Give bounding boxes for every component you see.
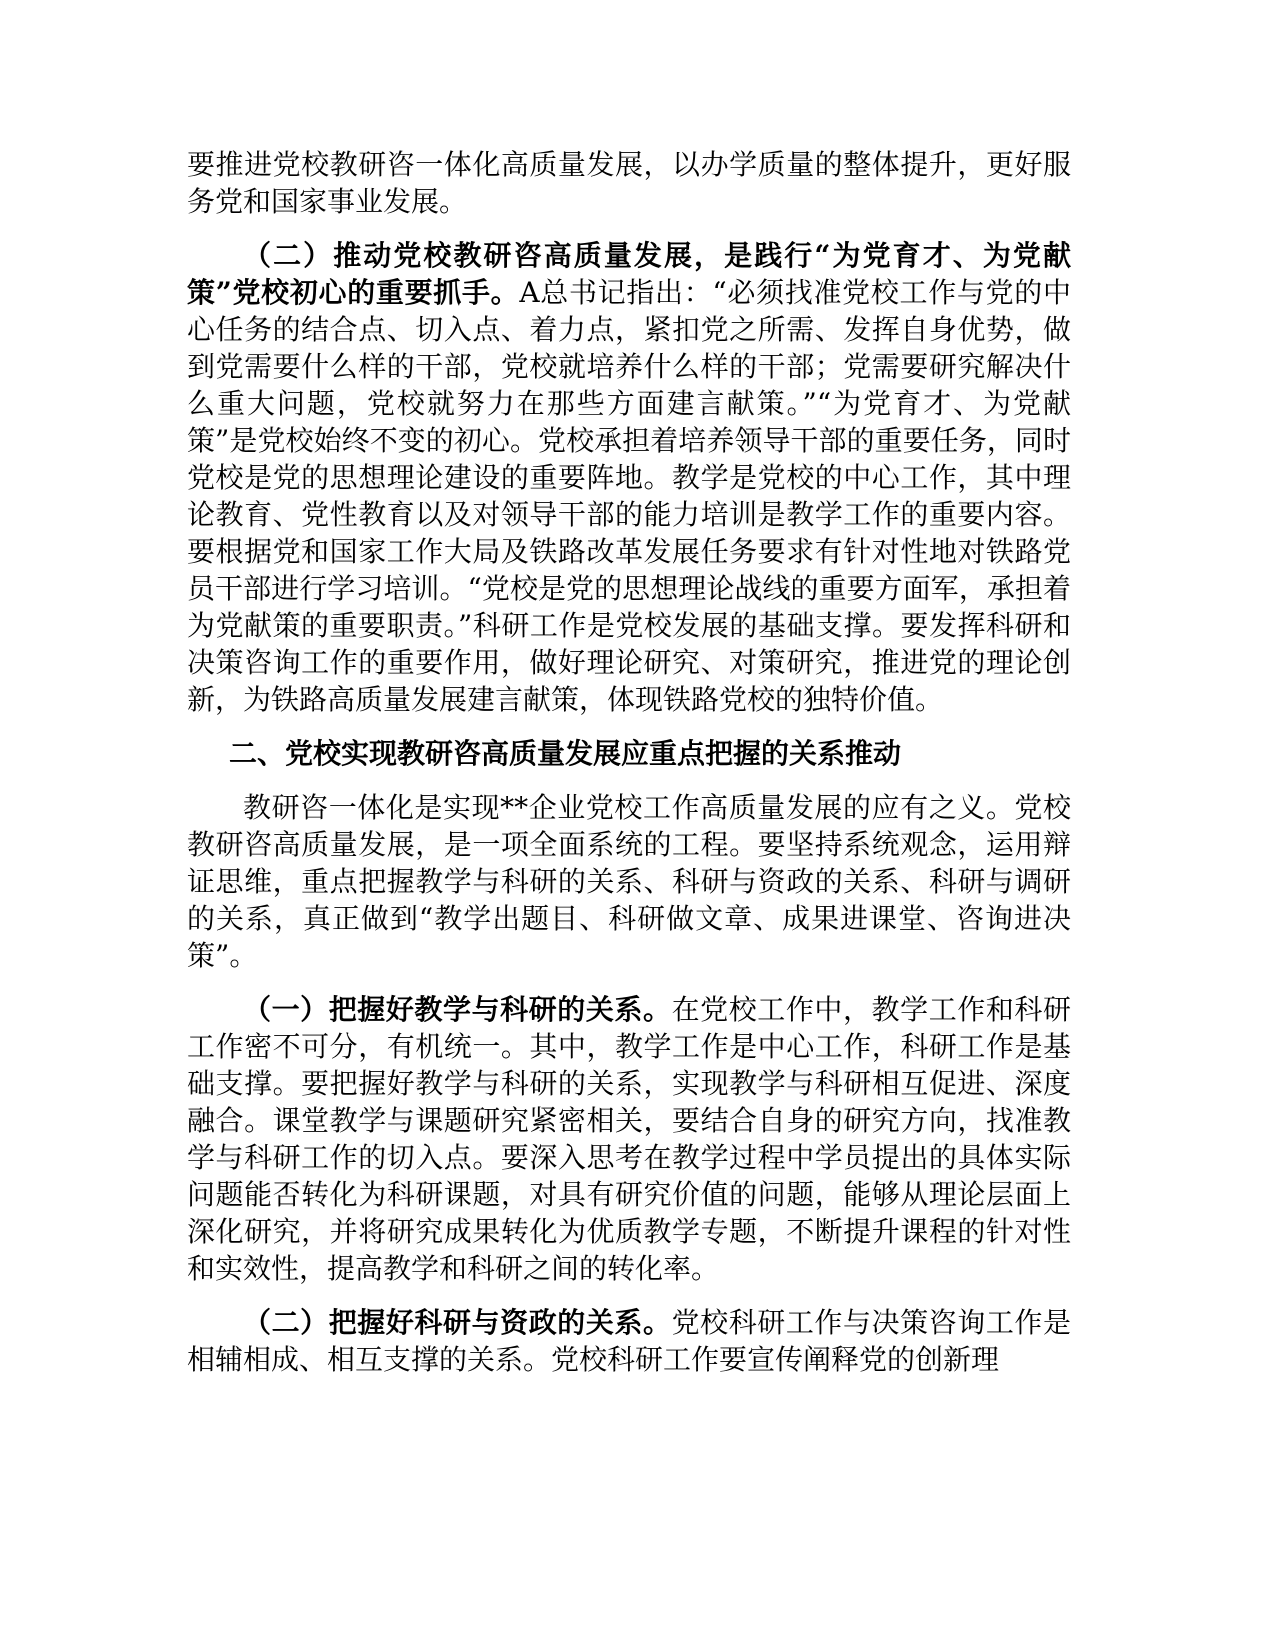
paragraph-text: 在党校工作中，教学工作和科研工作密不可分，有机统一。其中，教学工作是中心工作，科研工作是基础支撑。要把握好教学与科研的关系，实现教学与科研相互促进、深度融合。课堂教学与课题研究紧密相关，要结合自身的研究方向，找准教学与科研工作的切入点。要深入思考在教学过程中学员提出的具体实际问题能否转化为科研课题，对具有研究价值的问题，能够从理论层面上深化研究，并将研究成果转化为优质教学专题，不断提升课程的针对性和实效性，提高教学和科研之间的转化率。 [187, 993, 1071, 1285]
paragraph-text: 党校科研工作与决策咨询工作是相辅相成、相互支撑的关系。党校科研工作要宣传阐释党的创新理 [187, 1306, 1071, 1376]
paragraph-intro [187, 789, 1071, 974]
paragraph-continued [187, 146, 1071, 220]
paragraph-lead: （一）把握好教学与科研的关系。 [243, 993, 672, 1026]
paragraph-text: 教研咨一体化是实现**企业党校工作高质量发展的应有之义。党校教研咨高质量发展，是一项全面系统的工程。要坚持系统观念，运用辩证思维，重点把握教学与科研的关系、科研与资政的关系、科研与调研的关系，真正做到“教学出题目、科研做文章、成果进课堂、咨询进决策”。 [187, 791, 1071, 972]
paragraph-lead: （二）把握好科研与资政的关系。 [243, 1306, 672, 1339]
paragraph-lead: （二）推动党校教研咨高质量发展，是践行“为党育才、为党献策”党校初心的重要抓手。 [187, 239, 1071, 309]
paragraph-subsection-2 [187, 1304, 1071, 1378]
document-body [187, 146, 1071, 1378]
paragraph-subsection-1 [187, 991, 1071, 1287]
paragraph-text: A总书记指出：“必须找准党校工作与党的中心任务的结合点、切入点、着力点，紧扣党之所需、发挥自身优势，做到党需要什么样的干部，党校就培养什么样的干部；党需要研究解决什么重大问题，党校就努力在那些方面建言献策。”“为党育才、为党献策”是党校始终不变的初心。党校承担着培养领导干部的重要任务，同时党校是党的思想理论建设的重要阵地。教学是党校的中心工作，其中理论教育、党性教育以及对领导干部的能力培训是教学工作的重要内容。要根据党和国家工作大局及铁路改革发展任务要求有针对性地对铁路党员干部进行学习培训。“党校是党的思想理论战线的重要方面军，承担着为党献策的重要职责。”科研工作是党校发展的基础支撑。要发挥科研和决策咨询工作的重要作用，做好理论研究、对策研究，推进党的理论创新，为铁路高质量发展建言献策，体现铁路党校的独特价值。 [187, 276, 1071, 716]
section-heading: 二、党校实现教研咨高质量发展应重点把握的关系推动 [229, 737, 902, 770]
paragraph-section-2 [187, 237, 1071, 718]
paragraph-text: 要推进党校教研咨一体化高质量发展，以办学质量的整体提升，更好服务党和国家事业发展。 [187, 148, 1071, 218]
